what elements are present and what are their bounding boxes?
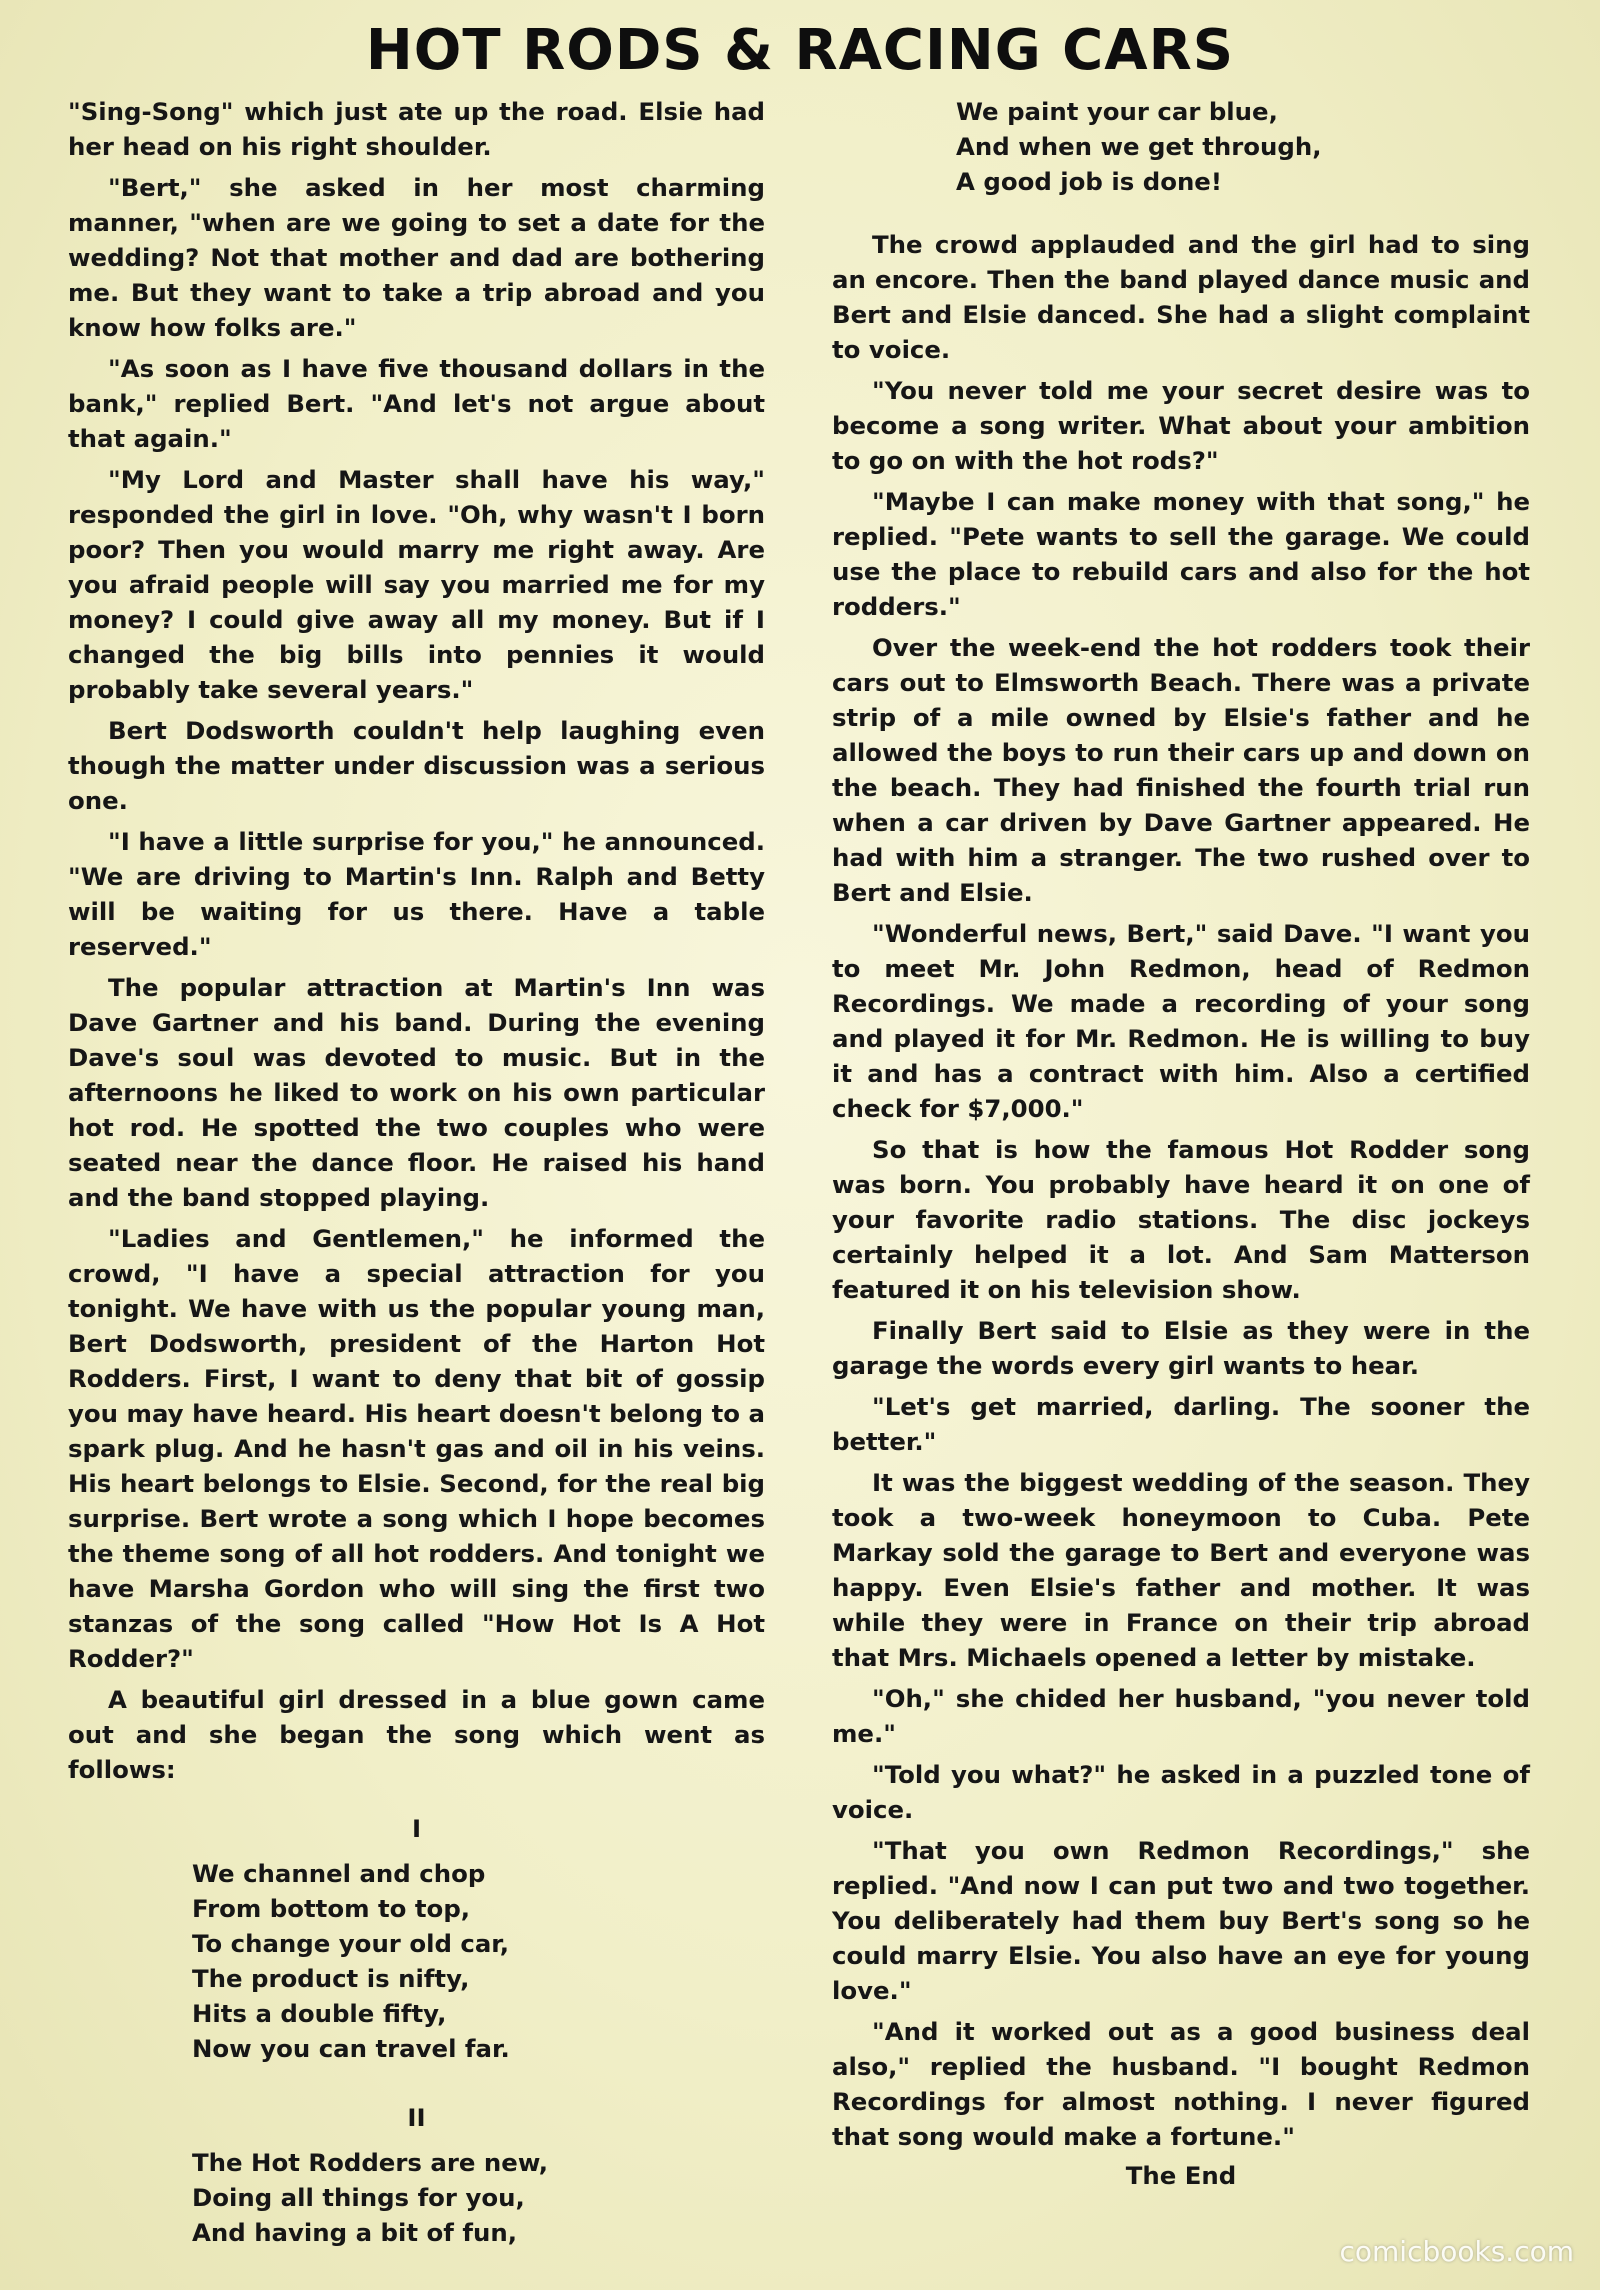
left-column — [68, 94, 765, 2250]
verse-line: We channel and chop — [192, 1859, 486, 1888]
paragraph: Over the week-end the hot rodders took their cars out to Elmsworth Beach. There was a private strip of a mile owned by Elsie's father and he allowed the boys to run their cars up and down on the beach. They had finished the fourth trial run when a car driven by Dave Gartner appeared. He had with him a stranger. The two rushed over to Bert and Elsie. — [832, 633, 1530, 907]
verse-line: The product is nifty, — [192, 1964, 470, 1993]
paragraph: "And it worked out as a good business deal also," replied the husband. "I bought Redmon Recordings for almost nothing. I never figured that song would make a fortune." — [832, 2017, 1530, 2151]
song-stanza-1 — [192, 1856, 765, 2066]
verse-line: Now you can travel far. — [192, 2034, 510, 2063]
paragraph: "Sing-Song" which just ate up the road. Elsie had her head on his right shoulder. — [68, 97, 765, 161]
watermark: comicbooks.com — [1339, 2235, 1574, 2268]
paragraph: It was the biggest wedding of the season. They took a two-week honeymoon to Cuba. Pete Markay sold the garage to Bert and everyone was happy. Even Elsie's father and mother. It was while they were in France on their trip abroad that Mrs. Michaels opened a letter by mistake. — [832, 1468, 1530, 1672]
verse-line: To change your old car, — [192, 1929, 510, 1958]
stanza-numeral: I — [411, 1814, 422, 1843]
song-stanza-2 — [192, 2145, 765, 2250]
page-title: HOT RODS & RACING CARS — [365, 18, 1235, 83]
verse-line: Hits a double fifty, — [192, 1999, 447, 2028]
stanza-numeral: II — [407, 2103, 426, 2132]
paragraph: So that is how the famous Hot Rodder song was born. You probably have heard it on one of your favorite radio stations. The disc jockeys certainly helped it a lot. And Sam Matterson featured it on his television show. — [832, 1135, 1530, 1304]
paragraph: Finally Bert said to Elsie as they were in the garage the words every girl wants to hear. — [832, 1316, 1530, 1380]
paragraph: "As soon as I have five thousand dollars in the bank," replied Bert. "And let's not argue about that again." — [68, 354, 765, 453]
paragraph: "That you own Redmon Recordings," she replied. "And now I can put two and two together. You deliberately had them buy Bert's song so he could marry Elsie. You also have an eye for young love." — [832, 1836, 1530, 2005]
paragraph: "Oh," she chided her husband, "you never told me." — [832, 1684, 1530, 1748]
paragraph: "You never told me your secret desire was to become a song writer. What about your ambition to go on with the hot rods?" — [832, 376, 1530, 475]
paragraph: "Let's get married, darling. The sooner the better." — [832, 1392, 1530, 1456]
paragraph: The popular attraction at Martin's Inn was Dave Gartner and his band. During the evening Dave's soul was devoted to music. But in the afternoons he liked to work on his own particular hot rod. He spotted the two couples who were seated near the dance floor. He raised his hand and the band stopped playing. — [68, 973, 765, 1212]
paragraph: "My Lord and Master shall have his way," responded the girl in love. "Oh, why wasn't I born poor? Then you would marry me right away. Are you afraid people will say you married me for my money? I could give away all my money. But if I changed the big bills into pennies it would probably take several years." — [68, 465, 765, 704]
paragraph: "I have a little surprise for you," he announced. "We are driving to Martin's Inn. Ralph and Betty will be waiting for us there. Have a table reserved." — [68, 827, 765, 961]
paragraph: The crowd applauded and the girl had to sing an encore. Then the band played dance music and Bert and Elsie danced. She had a slight complaint to voice. — [832, 230, 1530, 364]
paragraph: "Told you what?" he asked in a puzzled tone of voice. — [832, 1760, 1530, 1824]
verse-line: And when we get through, — [956, 132, 1322, 161]
paragraph: "Ladies and Gentlemen," he informed the crowd, "I have a special attraction for you tonight. We have with us the popular young man, Bert Dodsworth, president of the Harton Hot Rodders. First, I want to deny that bit of gossip you may have heard. His heart doesn't belong to a spark plug. And he hasn't gas and oil in his veins. His heart belongs to Elsie. Second, for the real big surprise. Bert wrote a song which I hope becomes the theme song of all hot rodders. And tonight we have Marsha Gordon who will sing the first two stanzas of the song called "How Hot Is A Hot Rodder?" — [68, 1224, 765, 1673]
paragraph: "Bert," she asked in her most charming manner, "when are we going to set a date for the wedding? Not that mother and dad are bothering me. But they want to take a trip abroad and you know how folks are." — [68, 173, 765, 342]
the-end-label: The End — [1125, 2161, 1237, 2190]
verse-line: A good job is done! — [956, 167, 1222, 196]
paragraph: Bert Dodsworth couldn't help laughing even though the matter under discussion was a serious one. — [68, 716, 765, 815]
song-stanza-2-end — [956, 94, 1530, 199]
right-column — [832, 94, 1530, 2193]
verse-line: And having a bit of fun, — [192, 2218, 517, 2247]
verse-line: We paint your car blue, — [956, 97, 1278, 126]
verse-line: From bottom to top, — [192, 1894, 471, 1923]
verse-line: Doing all things for you, — [192, 2183, 525, 2212]
verse-line: The Hot Rodders are new, — [192, 2148, 549, 2177]
paragraph: "Maybe I can make money with that song," he replied. "Pete wants to sell the garage. We could use the place to rebuild cars and also for the hot rodders." — [832, 487, 1530, 621]
paragraph: A beautiful girl dressed in a blue gown came out and she began the song which went as follows: — [68, 1685, 765, 1784]
paragraph: "Wonderful news, Bert," said Dave. "I want you to meet Mr. John Redmon, head of Redmon Recordings. We made a recording of your song and played it for Mr. Redmon. He is willing to buy it and has a contract with him. Also a certified check for $7,000." — [832, 919, 1530, 1123]
